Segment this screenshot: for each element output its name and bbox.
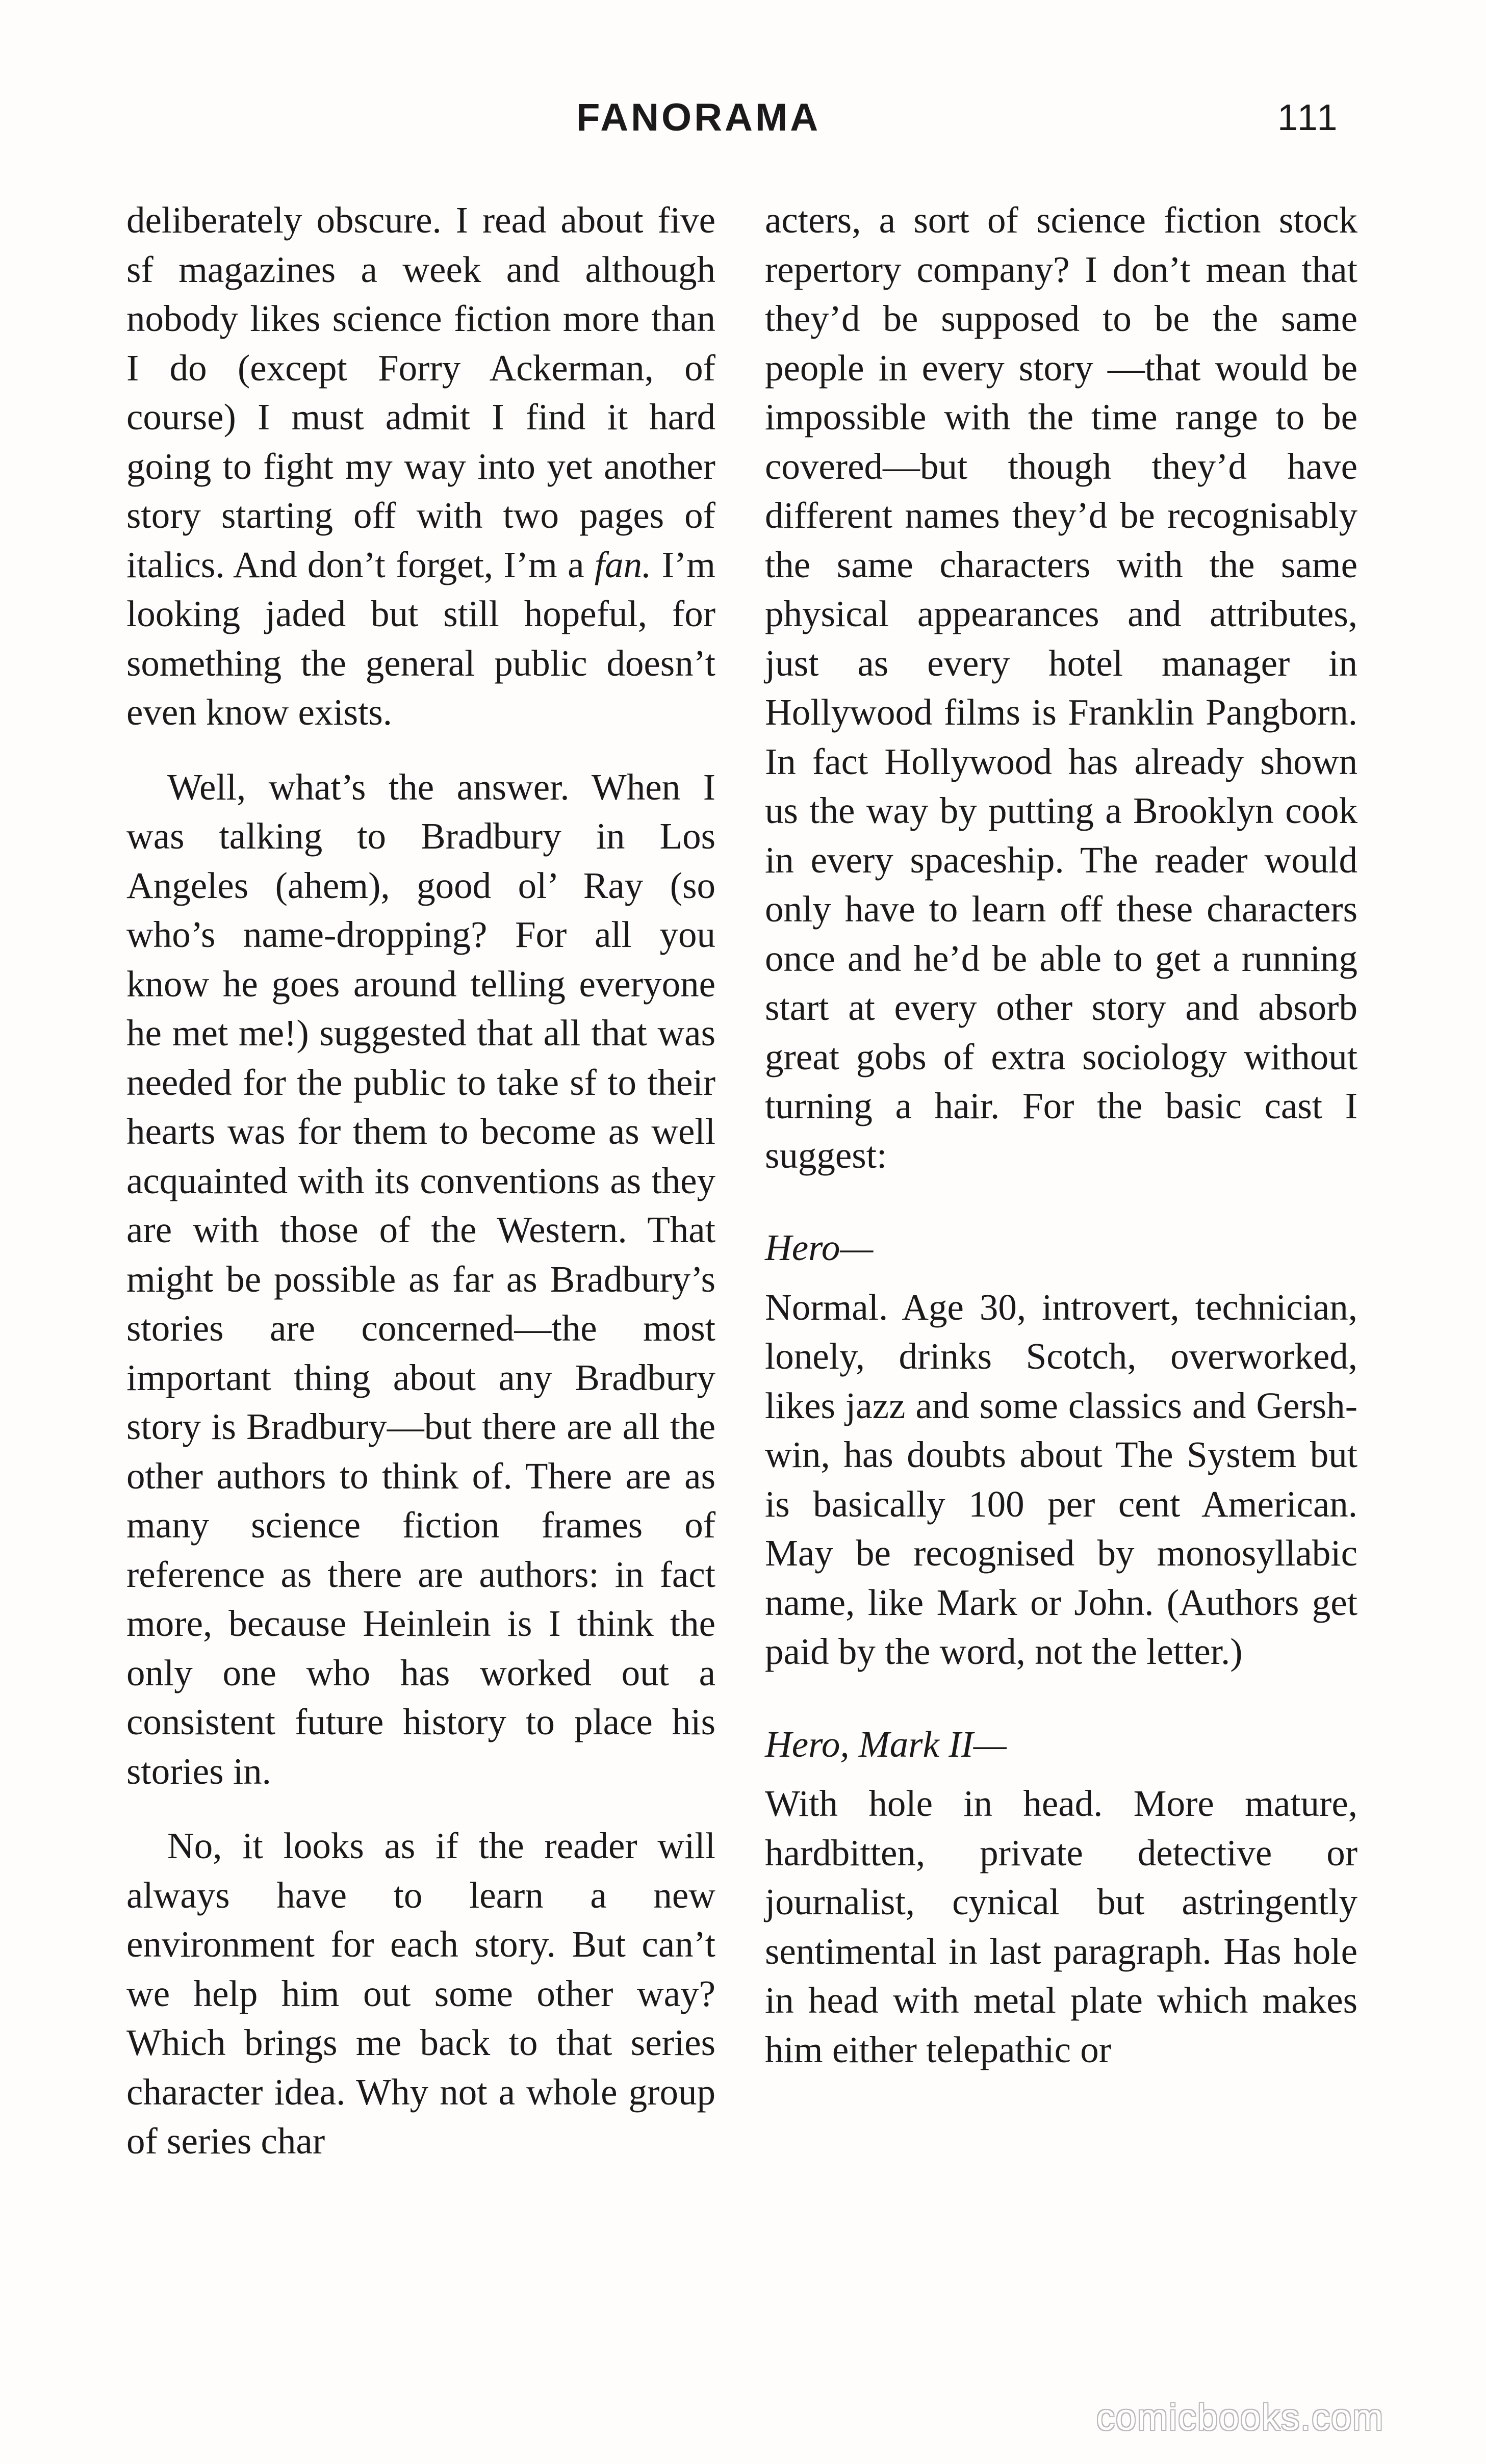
page-number: 111	[1277, 97, 1340, 138]
paragraph-text: I’m looking jaded but still hopeful, for something the general public doesn’t even know exists.	[126, 544, 715, 733]
right-column	[765, 196, 1357, 2074]
left-column	[126, 196, 715, 2166]
entry-title: Hero—	[765, 1227, 874, 1268]
paragraph-text: deliberately obscure. I read about five sf magazines a week and although nobody likes science fiction more than I do (except Forry Ackerman, of course) I must admit I find it hard going to fight my way into yet another story starting off with two pages of italics. And don’t forget, I’m a	[126, 199, 715, 585]
emphasis-text: fan.	[594, 544, 652, 585]
paragraph: acters, a sort of science fiction stock repertory company? I don’t mean that they’d be supposed to be the same people in every story —that would be impossible with the time range to be covered—but though they’d have different names they’d be recognisably the same characters with the same physical appearances and attributes, just as every hotel manager in Hollywood films is Franklin Pangborn. In fact Hollywood has already shown us the way by putting a Brooklyn cook in every spaceship. The reader would only have to learn off these characters once and he’d be able to get a running start at every other story and absorb great gobs of extra sociology without turning a hair. For the basic cast I suggest:	[765, 199, 1357, 1176]
entry-title: Hero, Mark II—	[765, 1723, 1007, 1765]
paragraph: Well, what’s the answer. When I was talking to Bradbury in Los Angeles (ahem), good ol’ Ray (so who’s name-dropping? For all you know he goes around telling everyone he met me!) suggested that all that was needed for the public to take sf to their hearts was for them to become as well acquainted with its conventions as they are with those of the Western. That might be possible as far as Bradbury’s stories are concerned—the most important thing about any Bradbury story is Bradbury—but there are all the other authors to think of. There are as many science fiction frames of reference as there are authors: in fact more, because Heinlein is I think the only one who has worked out a consistent future history to place his stories in.	[126, 766, 715, 1792]
cast-entry-hero-mark-ii	[765, 1720, 1357, 2075]
cast-entry-hero	[765, 1223, 1357, 1677]
paragraph	[126, 196, 715, 737]
paragraph: No, it looks as if the reader will always have to learn a new environment for each story. But can’t we help him out some other way? Which brings me back to that series character idea. Why not a whole group of series char	[126, 1825, 715, 2162]
page-header	[0, 95, 1486, 141]
entry-body: With hole in head. More mature, hardbitten, private detective or journalist, cynical but astringently sentimental in last paragraph. Has hole in head with metal plate which makes him either telepathic or	[765, 1783, 1357, 2070]
entry-body: Normal. Age 30, introvert, technician, lonely, drinks Scotch, overworked, likes jazz and some classics and Gershwin, has doubts about The System but is basically 100 per cent American. May be recognised by monosyllabic name, like Mark or John. (Authors get paid by the word, not the letter.)	[765, 1286, 1357, 1672]
watermark: comicbooks.com	[1096, 2397, 1385, 2438]
running-title: FANORAMA	[576, 96, 821, 139]
